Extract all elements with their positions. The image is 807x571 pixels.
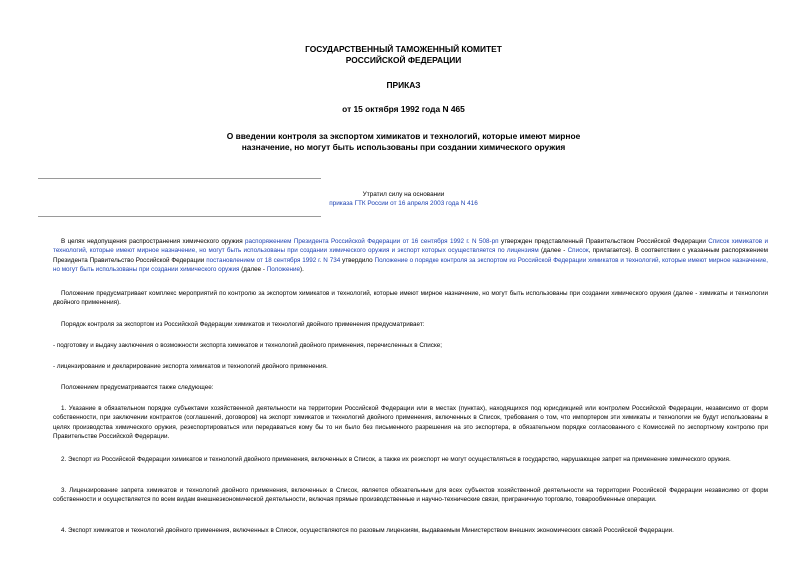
- paragraph-7: 1. Указание в обязательном порядке субъектами хозяйственной деятельности на территории Российской Федерации или в местах (пунктах), находящихся под юрисдикцией или контролем Российской Федерации, независимо от форм собственности, при заключении контрактов (соглашений, договоров) на экспорт химикатов и технологий двойного применения, включенных в Список, требования о том, что импортером эти химикаты и технологии не будут использованы в целях производства химического оружия, реэкспортироваться или передаваться кому бы то ни было без письменного разрешения на это экспортера, в обязательном порядке согласованного с Комиссией по экспортному контролю при Правительстве Российской Федерации.: [53, 405, 768, 441]
- p1-text-e: утвердило: [340, 256, 375, 264]
- p1-link-list-short[interactable]: Список: [567, 247, 589, 255]
- p1-link-decree[interactable]: распоряжением Президента Российской Федерации от 16 сентября 1992 г. N 508-рп: [245, 238, 499, 245]
- paragraph-2: Положение предусматривает комплекс мероприятий по контролю за экспортом химикатов и технологий, которые имеют мирное назначение, но могут быть использованы при создании химического оружия (далее - химикаты и технологии двойного применения).: [53, 290, 768, 307]
- p1-text-f: (далее -: [239, 266, 267, 274]
- paragraph-9: 3. Лицензирование запрета химикатов и технологий двойного применения, включенных в Список, является обязательным для всех субъектов хозяйственной деятельности на территории Российской Федерации независимо от форм собственности и осуществляется по всем видам внешнеэкономической деятельности, включая прямые производственные и научно-технические связи, приграничную торговлю, товарообменные операции.: [53, 487, 768, 504]
- p1-link-resolution[interactable]: постановлением от 18 сентября 1992 г. N 734: [206, 256, 341, 264]
- p1-link-regulation[interactable]: Положение о порядке контроля за экспортом из Российской Федерации химикатов и технологий, которые имеют мирное назначение, но могут быть использованы при создании химического оружия: [53, 256, 769, 274]
- paragraph-3: Порядок контроля за экспортом из Российской Федерации химикатов и технологий двойного применения предусматривает:: [61, 321, 425, 328]
- paragraph-8: 2. Экспорт из Российской Федерации химикатов и технологий двойного применения, включенных в Список, а также их реэкспорт не могут осуществляться в государство, нарушающее запрет на применение химического оружия.: [61, 456, 731, 463]
- p1-link-regulation-short[interactable]: Положение: [266, 266, 300, 274]
- divider-top: [38, 178, 321, 179]
- paragraph-10: 4. Экспорт химикатов и технологий двойного применения, включенных в Список, осуществляются по разовым лицензиям, выдаваемым Министерством внешних экономических связей Российской Федерации.: [61, 527, 674, 534]
- org-name-line1: ГОСУДАРСТВЕННЫЙ ТАМОЖЕННЫЙ КОМИТЕТ: [305, 44, 502, 54]
- doc-date: от 15 октября 1992 года N 465: [342, 104, 465, 114]
- paragraph-1: [53, 237, 768, 275]
- lost-force-basis-link[interactable]: приказа ГТК России от 16 апреля 2003 года N 416: [329, 200, 478, 207]
- lost-force-note: Утратил силу на основании: [362, 191, 445, 198]
- doc-type: ПРИКАЗ: [386, 80, 421, 90]
- p1-link-list[interactable]: Список химикатов и технологий, которые имеют мирное назначение, но могут быть использованы при создании химического оружия и экспорт которых осуществляется по лицензиям: [53, 238, 768, 255]
- p1-text-g: ).: [300, 266, 304, 274]
- p1-text-b: утвержден представленный Правительством Российской Федерации: [498, 238, 709, 245]
- paragraph-5: - лицензирование и декларирование экспорта химикатов и технологий двойного применения.: [53, 363, 328, 370]
- divider-bottom: [38, 216, 321, 217]
- p1-text-c: (далее -: [538, 247, 568, 255]
- doc-title: О введении контроля за экспортом химикатов и технологий, которые имеют мирное назначение, но могут быть использованы при создании химического оружия: [226, 131, 581, 152]
- paragraph-4: - подготовку и выдачу заключения о возможности экспорта химикатов и технологий двойного применения, перечисленных в Списке;: [53, 342, 443, 349]
- p1-text-d: , прилагается). В соответствии с указанным распоряжением Президента Правительство Российской Федерации: [53, 247, 769, 264]
- p1-text-a: В целях недопущения распространения химического оружия: [61, 238, 246, 245]
- paragraph-6: Положением предусматривается также следующее:: [61, 384, 214, 391]
- org-name-line2: РОССИЙСКОЙ ФЕДЕРАЦИИ: [345, 55, 462, 65]
